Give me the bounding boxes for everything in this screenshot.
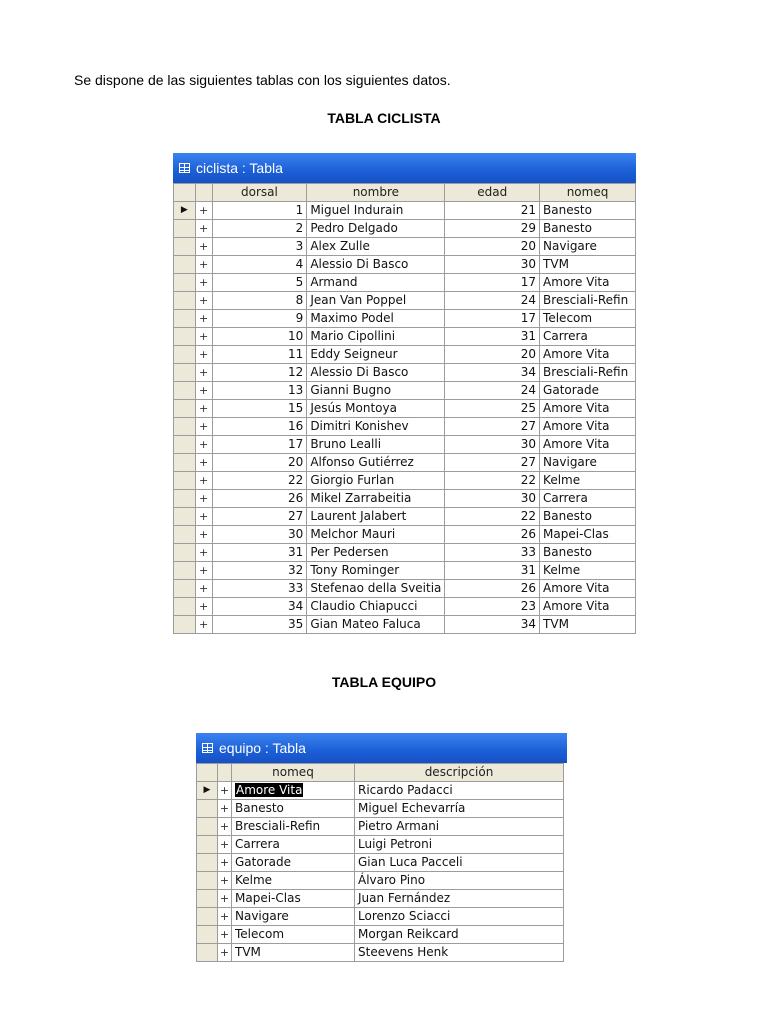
record-selector[interactable] — [174, 418, 196, 436]
expand-plus-icon[interactable]: + — [195, 580, 212, 598]
expand-plus-icon[interactable]: + — [195, 436, 212, 454]
cell-nombre[interactable]: Eddy Seigneur — [307, 346, 445, 364]
record-selector[interactable] — [174, 274, 196, 292]
cell-dorsal[interactable]: 4 — [212, 256, 307, 274]
record-selector[interactable] — [174, 256, 196, 274]
record-selector[interactable] — [174, 562, 196, 580]
expand-plus-icon[interactable]: + — [195, 400, 212, 418]
cell-dorsal[interactable]: 33 — [212, 580, 307, 598]
cell-edad[interactable]: 26 — [445, 580, 540, 598]
equipo-titlebar[interactable] — [196, 733, 567, 763]
cell-nomeq-text: Kelme — [235, 873, 273, 887]
cell-dorsal[interactable]: 35 — [212, 616, 307, 634]
cell-dorsal[interactable]: 20 — [212, 454, 307, 472]
cell-nombre[interactable]: Alessio Di Basco — [307, 364, 445, 382]
expand-plus-icon[interactable]: + — [218, 854, 232, 872]
record-selector[interactable] — [174, 454, 196, 472]
equipo-header-row — [197, 764, 564, 782]
cell-nomeq-text: Banesto — [235, 801, 284, 815]
cell-nombre[interactable]: Tony Rominger — [307, 562, 445, 580]
cell-nombre[interactable]: Gian Mateo Faluca — [307, 616, 445, 634]
expand-plus-icon[interactable]: + — [218, 818, 232, 836]
cell-nombre[interactable]: Gianni Bugno — [307, 382, 445, 400]
cell-edad[interactable]: 34 — [445, 616, 540, 634]
table-row[interactable] — [174, 544, 636, 562]
cell-dorsal[interactable]: 22 — [212, 472, 307, 490]
table-row[interactable] — [197, 782, 564, 800]
table-row[interactable] — [174, 508, 636, 526]
column-header-nomeq[interactable]: nomeq — [232, 764, 355, 782]
cell-edad[interactable]: 31 — [445, 562, 540, 580]
expand-plus-icon[interactable]: + — [195, 526, 212, 544]
equipo-window — [196, 733, 567, 967]
record-pointer-icon: ▶ — [180, 205, 188, 215]
cell-nombre[interactable]: Mario Cipollini — [307, 328, 445, 346]
cell-nomeq-text: Amore Vita — [236, 783, 303, 797]
cell-descripcion[interactable]: Álvaro Pino — [355, 872, 564, 890]
cell-nomeq[interactable] — [232, 926, 355, 944]
record-selector[interactable] — [174, 508, 196, 526]
expand-plus-icon[interactable]: + — [218, 944, 232, 962]
record-selector[interactable] — [197, 926, 218, 944]
cell-nomeq[interactable] — [232, 908, 355, 926]
ciclista-datasheet — [173, 183, 636, 634]
table-row[interactable] — [197, 926, 564, 944]
cell-edad[interactable]: 30 — [445, 436, 540, 454]
cell-nomeq-text: Carrera — [235, 837, 280, 851]
cell-nomeq-text: TVM — [235, 945, 261, 959]
cell-nomeq[interactable]: Bresciali-Refin — [540, 364, 636, 382]
equipo-title: equipo : Tabla — [219, 740, 306, 756]
cell-dorsal[interactable]: 16 — [212, 418, 307, 436]
cell-edad[interactable]: 30 — [445, 490, 540, 508]
table-row[interactable] — [197, 818, 564, 836]
table-row[interactable] — [174, 562, 636, 580]
cell-dorsal[interactable]: 8 — [212, 292, 307, 310]
cell-nombre[interactable]: Jean Van Poppel — [307, 292, 445, 310]
table-row[interactable] — [197, 800, 564, 818]
cell-nombre[interactable]: Armand — [307, 274, 445, 292]
cell-nomeq-text: Mapei-Clas — [235, 891, 301, 905]
cell-nomeq[interactable]: Banesto — [540, 508, 636, 526]
select-all-corner[interactable] — [197, 764, 218, 782]
table-row[interactable] — [174, 292, 636, 310]
record-selector[interactable] — [197, 890, 218, 908]
expand-plus-icon[interactable]: + — [218, 836, 232, 854]
cell-edad[interactable]: 24 — [445, 382, 540, 400]
cell-nomeq[interactable]: Carrera — [540, 328, 636, 346]
cell-dorsal[interactable]: 27 — [212, 508, 307, 526]
cell-nomeq[interactable]: Bresciali-Refin — [540, 292, 636, 310]
cell-nombre[interactable]: Alex Zulle — [307, 238, 445, 256]
cell-edad[interactable]: 27 — [445, 418, 540, 436]
cell-nomeq[interactable] — [232, 800, 355, 818]
intro-text: Se dispone de las siguientes tablas con los siguientes datos. — [74, 72, 451, 88]
cell-nomeq[interactable]: Amore Vita — [540, 400, 636, 418]
cell-nomeq[interactable] — [232, 944, 355, 962]
cell-nombre[interactable]: Miguel Indurain — [307, 202, 445, 220]
record-selector[interactable] — [174, 490, 196, 508]
cell-nomeq[interactable]: TVM — [540, 256, 636, 274]
cell-nombre[interactable]: Per Pedersen — [307, 544, 445, 562]
table-row[interactable] — [174, 454, 636, 472]
cell-edad[interactable]: 21 — [445, 202, 540, 220]
cell-nombre[interactable]: Bruno Lealli — [307, 436, 445, 454]
cell-edad[interactable]: 20 — [445, 238, 540, 256]
cell-edad[interactable]: 23 — [445, 598, 540, 616]
expand-plus-icon[interactable]: + — [195, 616, 212, 634]
cell-nomeq[interactable]: Amore Vita — [540, 436, 636, 454]
record-pointer-icon: ▶ — [203, 785, 211, 795]
record-selector[interactable] — [197, 800, 218, 818]
table-row[interactable] — [197, 854, 564, 872]
cell-descripcion[interactable]: Miguel Echevarría — [355, 800, 564, 818]
cell-dorsal[interactable]: 3 — [212, 238, 307, 256]
record-selector[interactable] — [197, 872, 218, 890]
expand-plus-icon[interactable]: + — [218, 872, 232, 890]
cell-edad[interactable]: 30 — [445, 256, 540, 274]
expand-plus-icon[interactable]: + — [195, 490, 212, 508]
expand-plus-icon[interactable]: + — [218, 926, 232, 944]
cell-nomeq-text: Telecom — [235, 927, 285, 941]
cell-nombre[interactable]: Melchor Mauri — [307, 526, 445, 544]
cell-nomeq[interactable]: Amore Vita — [540, 598, 636, 616]
cell-edad[interactable]: 24 — [445, 292, 540, 310]
record-selector[interactable] — [174, 220, 196, 238]
expand-plus-icon[interactable]: + — [195, 238, 212, 256]
cell-dorsal[interactable]: 32 — [212, 562, 307, 580]
cell-nombre[interactable]: Claudio Chiapucci — [307, 598, 445, 616]
expand-plus-icon[interactable]: + — [195, 310, 212, 328]
equipo-datasheet — [196, 763, 564, 962]
cell-dorsal[interactable]: 17 — [212, 436, 307, 454]
cell-nombre[interactable]: Pedro Delgado — [307, 220, 445, 238]
cell-nomeq[interactable] — [232, 854, 355, 872]
cell-nomeq-text: Gatorade — [235, 855, 291, 869]
table-row[interactable] — [174, 364, 636, 382]
column-header-edad[interactable]: edad — [445, 184, 540, 202]
table-grid-icon — [179, 163, 190, 173]
cell-nomeq-text: Navigare — [235, 909, 289, 923]
cell-nomeq[interactable]: Amore Vita — [540, 580, 636, 598]
expand-plus-icon[interactable]: + — [195, 346, 212, 364]
cell-nomeq[interactable]: Banesto — [540, 220, 636, 238]
column-header-nombre[interactable]: nombre — [307, 184, 445, 202]
cell-dorsal[interactable]: 5 — [212, 274, 307, 292]
cell-nombre[interactable]: Alfonso Gutiérrez — [307, 454, 445, 472]
cell-nomeq[interactable]: Mapei-Clas — [540, 526, 636, 544]
record-selector[interactable] — [174, 364, 196, 382]
record-selector[interactable] — [174, 202, 196, 220]
cell-dorsal[interactable]: 30 — [212, 526, 307, 544]
table-row[interactable] — [174, 238, 636, 256]
table-row[interactable] — [174, 580, 636, 598]
expand-plus-icon[interactable]: + — [218, 908, 232, 926]
record-selector[interactable] — [197, 818, 218, 836]
record-selector[interactable] — [174, 400, 196, 418]
cell-dorsal[interactable]: 12 — [212, 364, 307, 382]
cell-descripcion[interactable]: Gian Luca Pacceli — [355, 854, 564, 872]
cell-dorsal[interactable]: 10 — [212, 328, 307, 346]
cell-nombre[interactable]: Giorgio Furlan — [307, 472, 445, 490]
record-selector[interactable] — [197, 836, 218, 854]
cell-dorsal[interactable]: 9 — [212, 310, 307, 328]
cell-nombre[interactable]: Jesús Montoya — [307, 400, 445, 418]
cell-nomeq[interactable] — [232, 872, 355, 890]
table-row[interactable] — [174, 328, 636, 346]
cell-edad[interactable]: 33 — [445, 544, 540, 562]
record-selector[interactable] — [174, 472, 196, 490]
cell-dorsal[interactable]: 2 — [212, 220, 307, 238]
expand-plus-icon[interactable]: + — [195, 418, 212, 436]
cell-dorsal[interactable]: 15 — [212, 400, 307, 418]
record-selector[interactable] — [174, 328, 196, 346]
cell-nombre[interactable]: Dimitri Konishev — [307, 418, 445, 436]
cell-nomeq[interactable]: Telecom — [540, 310, 636, 328]
cell-dorsal[interactable]: 34 — [212, 598, 307, 616]
expand-plus-icon[interactable]: + — [195, 220, 212, 238]
expand-plus-icon[interactable]: + — [195, 274, 212, 292]
record-selector[interactable] — [174, 382, 196, 400]
cell-nomeq[interactable]: Amore Vita — [540, 274, 636, 292]
cell-edad[interactable]: 25 — [445, 400, 540, 418]
cell-edad[interactable]: 20 — [445, 346, 540, 364]
cell-descripcion[interactable]: Pietro Armani — [355, 818, 564, 836]
cell-edad[interactable]: 34 — [445, 364, 540, 382]
cell-edad[interactable]: 17 — [445, 274, 540, 292]
cell-descripcion[interactable]: Steevens Henk — [355, 944, 564, 962]
record-selector[interactable] — [174, 544, 196, 562]
column-header-dorsal[interactable]: dorsal — [212, 184, 307, 202]
cell-nomeq[interactable] — [232, 890, 355, 908]
cell-descripcion[interactable]: Ricardo Padacci — [355, 782, 564, 800]
table-row[interactable] — [174, 382, 636, 400]
cell-nomeq[interactable]: Carrera — [540, 490, 636, 508]
table-row[interactable] — [174, 202, 636, 220]
table-row[interactable] — [197, 908, 564, 926]
table-row[interactable] — [174, 472, 636, 490]
table-row[interactable] — [174, 346, 636, 364]
expand-plus-icon[interactable]: + — [195, 598, 212, 616]
cell-nomeq[interactable]: Banesto — [540, 202, 636, 220]
table-row[interactable] — [174, 220, 636, 238]
column-header-descripcion[interactable]: descripción — [355, 764, 564, 782]
cell-nomeq-text: Bresciali-Refin — [235, 819, 321, 833]
expand-plus-icon[interactable]: + — [195, 328, 212, 346]
expand-header — [218, 764, 232, 782]
table-grid-icon — [202, 743, 213, 753]
cell-edad[interactable]: 26 — [445, 526, 540, 544]
record-selector[interactable] — [174, 310, 196, 328]
ciclista-heading: TABLA CICLISTA — [327, 110, 441, 126]
record-selector[interactable] — [174, 346, 196, 364]
ciclista-header-row — [174, 184, 636, 202]
cell-descripcion[interactable]: Juan Fernández — [355, 890, 564, 908]
cell-nomeq[interactable]: Banesto — [540, 544, 636, 562]
record-selector[interactable] — [174, 238, 196, 256]
table-row[interactable] — [174, 490, 636, 508]
cell-nombre[interactable]: Maximo Podel — [307, 310, 445, 328]
table-row[interactable] — [197, 944, 564, 962]
cell-dorsal[interactable]: 1 — [212, 202, 307, 220]
record-selector[interactable] — [174, 526, 196, 544]
cell-dorsal[interactable]: 26 — [212, 490, 307, 508]
table-row[interactable] — [174, 256, 636, 274]
expand-plus-icon[interactable]: + — [195, 292, 212, 310]
table-row[interactable] — [197, 836, 564, 854]
record-selector[interactable] — [174, 580, 196, 598]
ciclista-title: ciclista : Tabla — [196, 160, 283, 176]
cell-descripcion[interactable]: Lorenzo Sciacci — [355, 908, 564, 926]
record-selector[interactable] — [174, 598, 196, 616]
expand-plus-icon[interactable]: + — [195, 544, 212, 562]
cell-dorsal[interactable]: 11 — [212, 346, 307, 364]
cell-nomeq[interactable]: Navigare — [540, 238, 636, 256]
cell-nombre[interactable]: Stefenao della Sveitia — [307, 580, 445, 598]
table-row[interactable] — [174, 526, 636, 544]
record-selector[interactable] — [197, 782, 218, 800]
cell-nomeq[interactable] — [232, 782, 355, 800]
equipo-heading: TABLA EQUIPO — [331, 674, 437, 690]
expand-plus-icon[interactable]: + — [218, 782, 232, 800]
cell-nomeq[interactable]: Navigare — [540, 454, 636, 472]
expand-plus-icon[interactable]: + — [195, 364, 212, 382]
expand-plus-icon[interactable]: + — [195, 382, 212, 400]
expand-plus-icon[interactable]: + — [218, 800, 232, 818]
cell-descripcion[interactable]: Luigi Petroni — [355, 836, 564, 854]
expand-plus-icon[interactable]: + — [195, 202, 212, 220]
cell-dorsal[interactable]: 13 — [212, 382, 307, 400]
expand-plus-icon[interactable]: + — [195, 454, 212, 472]
record-selector[interactable] — [197, 944, 218, 962]
cell-edad[interactable]: 29 — [445, 220, 540, 238]
record-selector[interactable] — [197, 854, 218, 872]
ciclista-titlebar[interactable] — [173, 153, 636, 183]
expand-plus-icon[interactable]: + — [195, 508, 212, 526]
ciclista-window — [173, 153, 636, 646]
table-row[interactable] — [174, 616, 636, 634]
expand-header — [195, 184, 212, 202]
expand-plus-icon[interactable]: + — [195, 256, 212, 274]
table-row[interactable] — [174, 436, 636, 454]
table-row[interactable] — [197, 890, 564, 908]
column-header-nomeq[interactable]: nomeq — [540, 184, 636, 202]
record-selector[interactable] — [197, 908, 218, 926]
table-row[interactable] — [174, 400, 636, 418]
table-row[interactable] — [174, 598, 636, 616]
table-row[interactable] — [174, 310, 636, 328]
cell-nomeq[interactable]: Kelme — [540, 472, 636, 490]
cell-nomeq[interactable]: Amore Vita — [540, 346, 636, 364]
expand-plus-icon[interactable]: + — [195, 472, 212, 490]
cell-edad[interactable]: 27 — [445, 454, 540, 472]
expand-plus-icon[interactable]: + — [218, 890, 232, 908]
cell-dorsal[interactable]: 31 — [212, 544, 307, 562]
cell-nombre[interactable]: Laurent Jalabert — [307, 508, 445, 526]
select-all-corner[interactable] — [174, 184, 196, 202]
record-selector[interactable] — [174, 292, 196, 310]
expand-plus-icon[interactable]: + — [195, 562, 212, 580]
cell-nomeq[interactable]: Gatorade — [540, 382, 636, 400]
cell-edad[interactable]: 22 — [445, 508, 540, 526]
cell-edad[interactable]: 17 — [445, 310, 540, 328]
table-row[interactable] — [174, 274, 636, 292]
cell-nomeq[interactable]: Kelme — [540, 562, 636, 580]
cell-nomeq[interactable]: TVM — [540, 616, 636, 634]
cell-nomeq[interactable] — [232, 818, 355, 836]
record-selector[interactable] — [174, 616, 196, 634]
table-row[interactable] — [197, 872, 564, 890]
cell-nombre[interactable]: Alessio Di Basco — [307, 256, 445, 274]
cell-edad[interactable]: 22 — [445, 472, 540, 490]
cell-edad[interactable]: 31 — [445, 328, 540, 346]
record-selector[interactable] — [174, 436, 196, 454]
table-row[interactable] — [174, 418, 636, 436]
cell-nomeq[interactable] — [232, 836, 355, 854]
cell-nombre[interactable]: Mikel Zarrabeitia — [307, 490, 445, 508]
cell-descripcion[interactable]: Morgan Reikcard — [355, 926, 564, 944]
cell-nomeq[interactable]: Amore Vita — [540, 418, 636, 436]
